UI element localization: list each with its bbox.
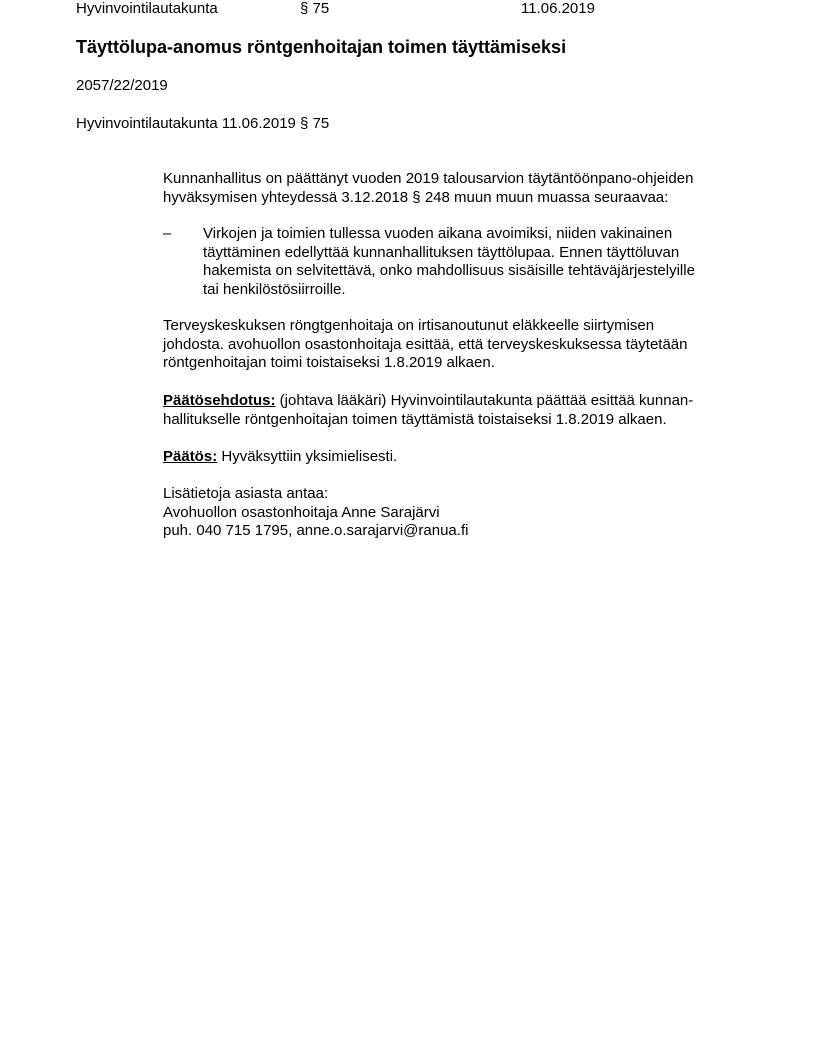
contact-paragraph [163,484,468,540]
header-board: Hyvinvointilautakunta [76,0,218,17]
text-line: Terveyskeskuksen röngtgenhoitaja on irtisanoutunut eläkkeelle siirtymisen [163,317,655,334]
decision-label: Päätös: [163,448,218,465]
text-line: Virkojen ja toimien tullessa vuoden aikana avoimiksi, niiden vakinainen [203,225,673,242]
intro-paragraph [163,169,693,206]
bullet-paragraph [203,224,695,299]
text-line: Lisätietoja asiasta antaa: [163,485,329,502]
text-line: johdosta. avohuollon osastonhoitaja esittää, että terveyskeskuksessa täytetään [163,335,688,353]
text-line: Kunnanhallitus on päättänyt vuoden 2019 talousarvion täytäntöönpano-ohjeiden [163,170,694,187]
proposal-label: Päätösehdotus: [163,392,276,409]
header-section: § 75 [300,0,330,17]
header-date: 11.06.2019 [521,0,595,17]
decision-paragraph [163,447,397,466]
text-line: täyttäminen edellyttää kunnanhallituksen täyttölupaa. Ennen täyttöluvan [203,243,680,261]
document-title: Täyttölupa-anomus röntgenhoitajan toimen täyttämiseksi [76,37,567,57]
text-line: hyväksymisen yhteydessä 3.12.2018 § 248 muun muun muassa seuraavaa: [163,188,669,206]
meeting-reference: Hyvinvointilautakunta 11.06.2019 § 75 [76,115,330,132]
text-line: hakemista on selvitettävä, onko mahdollisuus sisäisille tehtäväjärjestelyille [203,262,695,280]
text-line: hallitukselle röntgenhoitajan toimen täyttämistä toistaiseksi 1.8.2019 alkaen. [163,410,667,428]
text-line: tai henkilöstösiirroille. [203,281,346,299]
proposal-paragraph [163,391,693,428]
text-line: puh. 040 715 1795, anne.o.sarajarvi@ranua.fi [163,522,469,540]
text-line: Avohuollon osastonhoitaja Anne Sarajärvi [163,503,440,521]
case-number: 2057/22/2019 [76,77,168,94]
background-paragraph [163,316,688,372]
bullet-marker: – [163,225,172,242]
decision-text: Hyväksyttiin yksimielisesti. [217,448,398,465]
text-line: (johtava lääkäri) Hyvinvointilautakunta päättää esittää kunnan- [275,392,694,409]
text-line: röntgenhoitajan toimi toistaiseksi 1.8.2019 alkaen. [163,354,495,372]
